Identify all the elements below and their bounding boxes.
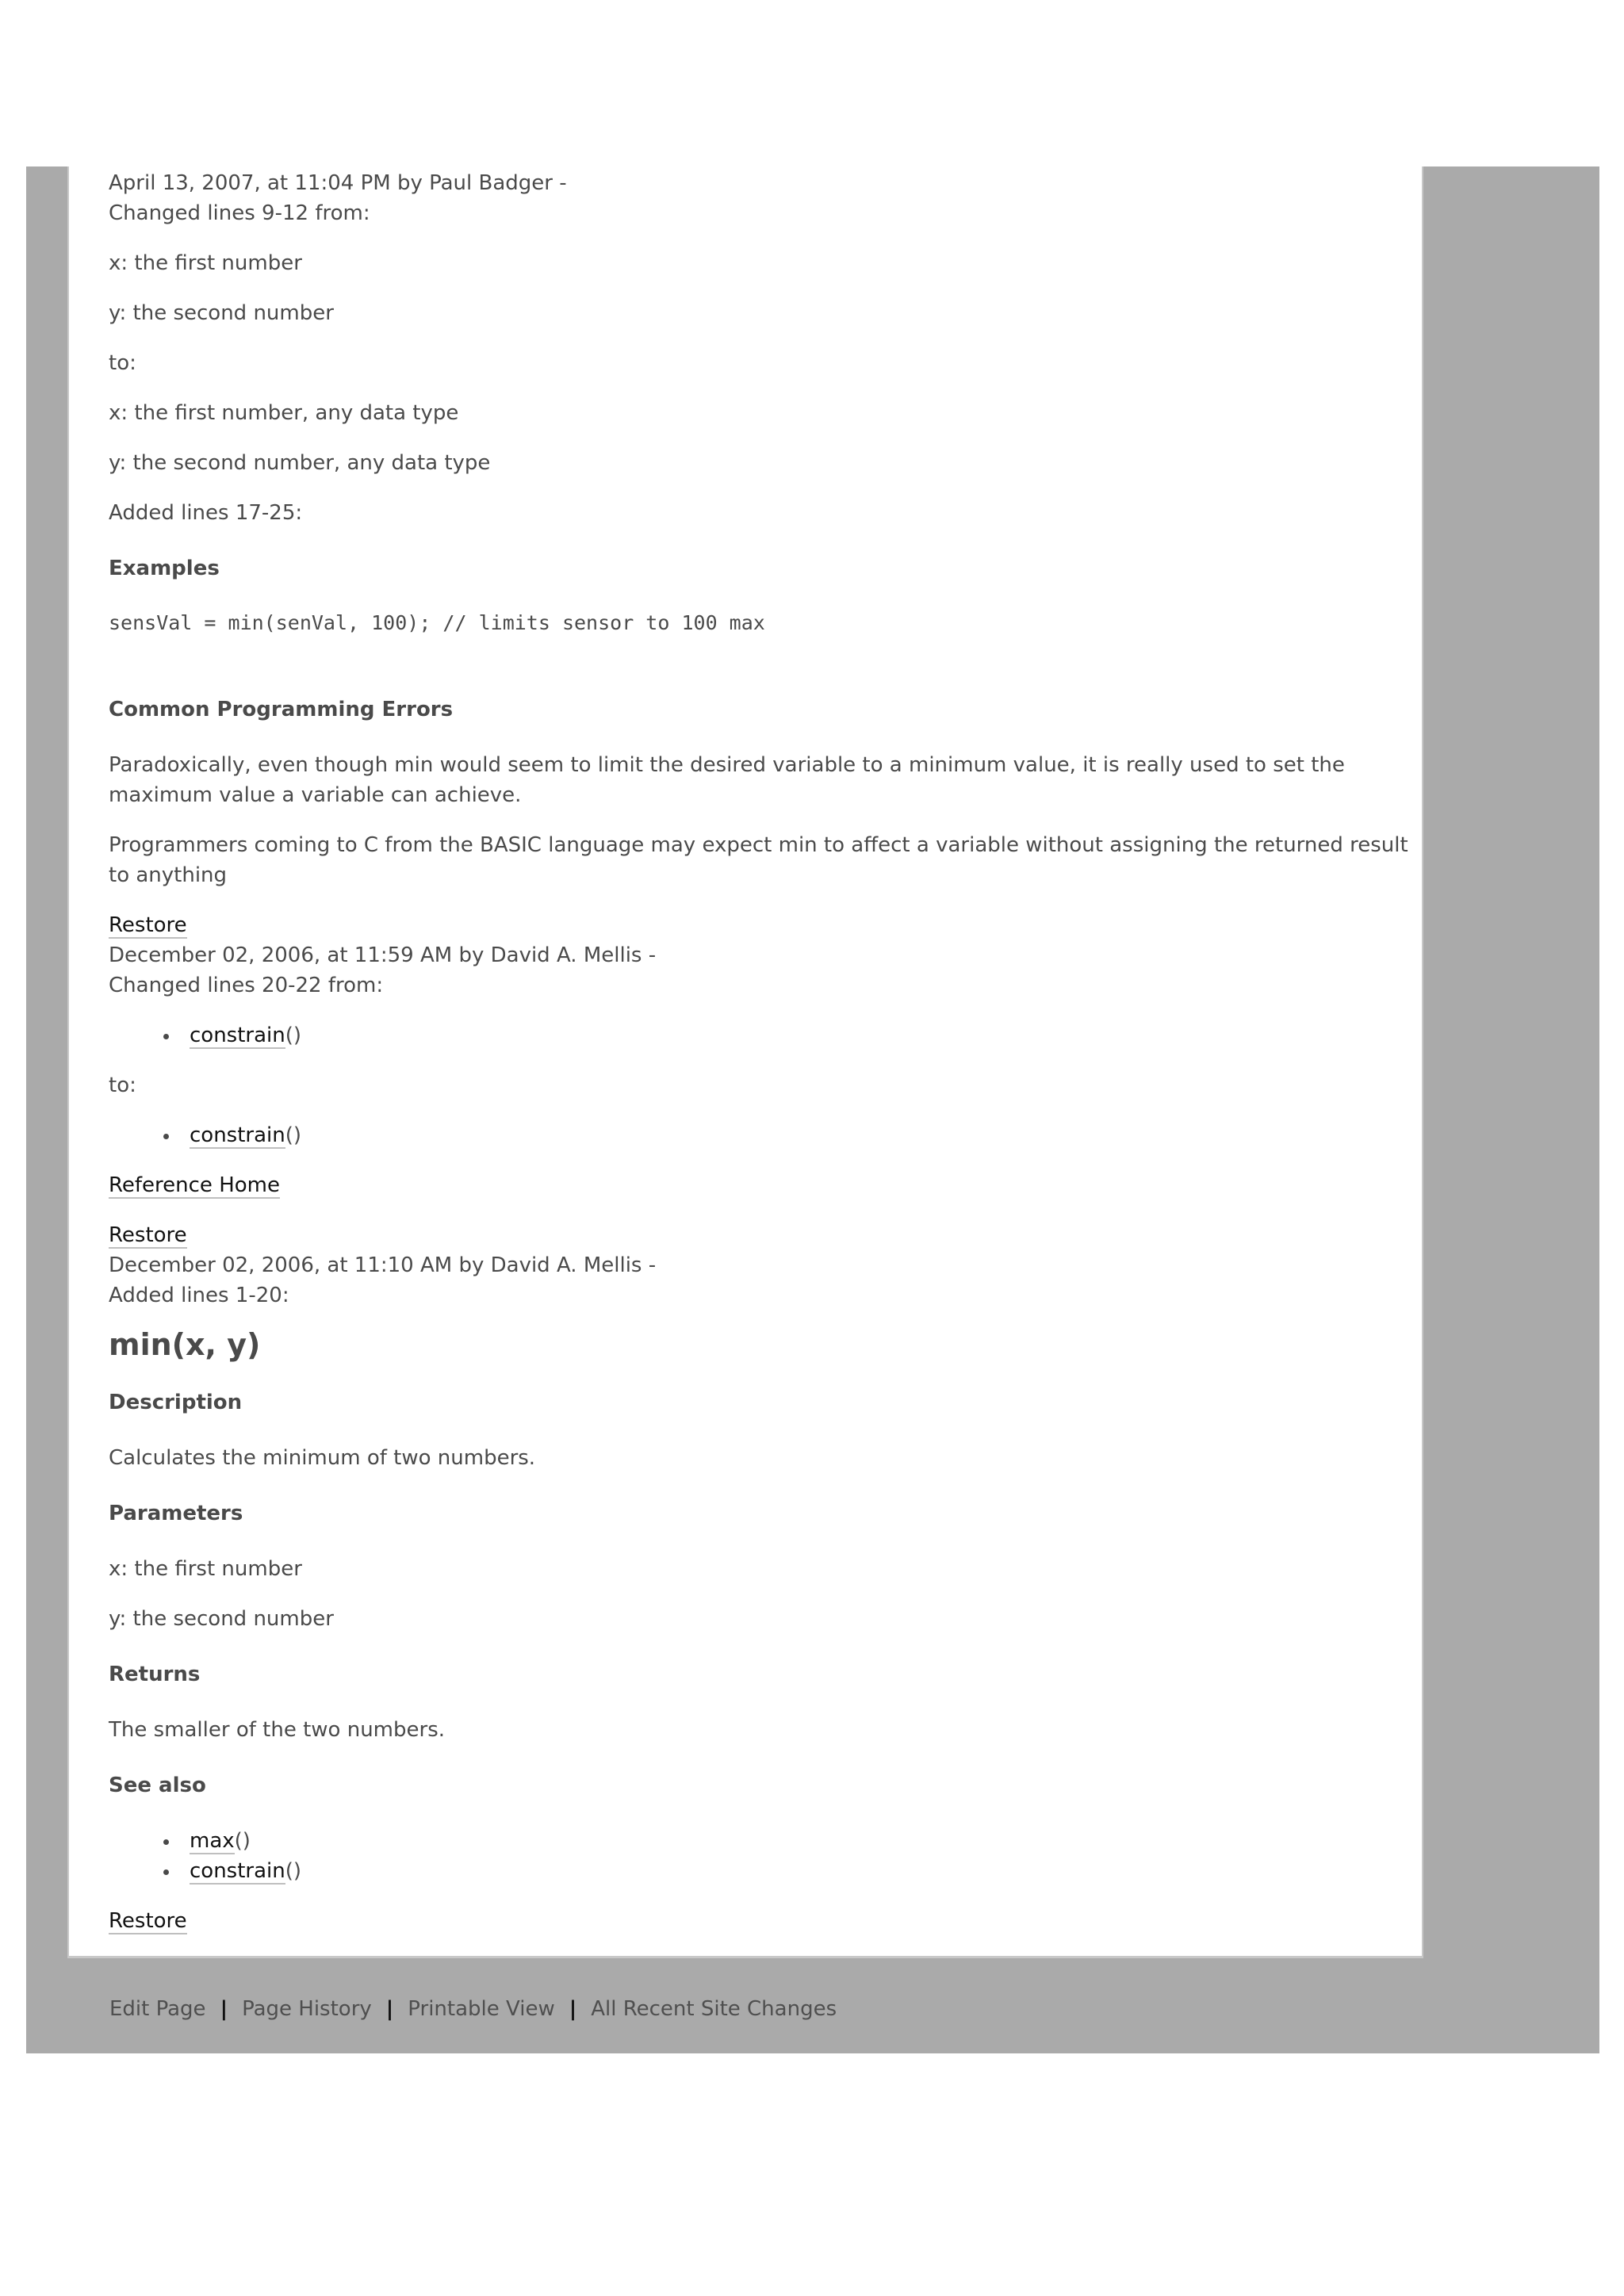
footer-separator: | bbox=[569, 1997, 577, 2021]
section-heading-see-also: See also bbox=[109, 1774, 206, 1797]
list-item bbox=[190, 1020, 301, 1050]
parens: () bbox=[285, 1123, 302, 1147]
reference-home-link[interactable]: Reference Home bbox=[109, 1173, 280, 1197]
paragraph: Paradoxically, even though min would seem to limit the desired variable to a minimum value, it is really used to set the maximum value a variable can achieve. bbox=[109, 753, 1345, 807]
restore-link-container bbox=[109, 910, 187, 940]
revision-meta: April 13, 2007, at 11:04 PM by Paul Badger - bbox=[109, 171, 567, 195]
constrain-link[interactable]: constrain bbox=[190, 1859, 285, 1883]
code-example: sensVal = min(senVal, 100); // limits sensor to 100 max bbox=[109, 611, 765, 634]
diff-line: y: the second number, any data type bbox=[109, 451, 491, 475]
change-summary: Added lines 17-25: bbox=[109, 501, 303, 525]
list-item bbox=[190, 1856, 301, 1886]
returns-text: The smaller of the two numbers. bbox=[109, 1718, 445, 1742]
recent-changes-link[interactable]: All Recent Site Changes bbox=[591, 1997, 837, 2021]
paragraph: Programmers coming to C from the BASIC language may expect min to affect a variable without assigning the returned result to anything bbox=[109, 833, 1408, 887]
content-panel bbox=[67, 166, 1423, 1958]
revision-meta: December 02, 2006, at 11:10 AM by David A. Mellis - bbox=[109, 1253, 657, 1277]
change-summary: Added lines 1-20: bbox=[109, 1284, 289, 1307]
edit-page-link[interactable]: Edit Page bbox=[109, 1997, 206, 2021]
restore-link-container bbox=[109, 1906, 187, 1936]
parameter-x: x: the first number bbox=[109, 1557, 302, 1581]
section-heading-parameters: Parameters bbox=[109, 1502, 243, 1525]
parameter-y: y: the second number bbox=[109, 1607, 334, 1631]
diff-to-label: to: bbox=[109, 351, 136, 375]
constrain-link[interactable]: constrain bbox=[190, 1024, 285, 1047]
parens: () bbox=[285, 1859, 302, 1883]
parens: () bbox=[234, 1829, 251, 1853]
section-heading-errors: Common Programming Errors bbox=[109, 698, 454, 721]
reference-home-container bbox=[109, 1170, 280, 1200]
constrain-link[interactable]: constrain bbox=[190, 1123, 285, 1147]
section-heading-description: Description bbox=[109, 1391, 243, 1414]
parens: () bbox=[285, 1024, 302, 1047]
change-summary: Changed lines 9-12 from: bbox=[109, 201, 370, 225]
page-history-link[interactable]: Page History bbox=[242, 1997, 372, 2021]
printable-view-link[interactable]: Printable View bbox=[408, 1997, 555, 2021]
max-link[interactable]: max bbox=[190, 1829, 235, 1853]
footer-links bbox=[109, 1994, 837, 2024]
footer-separator: | bbox=[385, 1997, 394, 2021]
section-heading-examples: Examples bbox=[109, 557, 220, 580]
revision-meta: December 02, 2006, at 11:59 AM by David A. Mellis - bbox=[109, 943, 657, 967]
restore-link-container bbox=[109, 1220, 187, 1250]
list-item bbox=[190, 1120, 301, 1150]
diff-line: x: the first number bbox=[109, 251, 302, 275]
diff-to-label: to: bbox=[109, 1073, 136, 1097]
restore-link[interactable]: Restore bbox=[109, 1909, 187, 1933]
change-summary: Changed lines 20-22 from: bbox=[109, 974, 384, 997]
restore-link[interactable]: Restore bbox=[109, 913, 187, 937]
page-frame bbox=[26, 166, 1599, 2053]
diff-line: x: the first number, any data type bbox=[109, 401, 459, 425]
footer-separator: | bbox=[220, 1997, 228, 2021]
list-item bbox=[190, 1826, 251, 1856]
restore-link[interactable]: Restore bbox=[109, 1223, 187, 1247]
section-heading-returns: Returns bbox=[109, 1663, 201, 1686]
function-title: min(x, y) bbox=[109, 1327, 261, 1362]
description-text: Calculates the minimum of two numbers. bbox=[109, 1446, 536, 1470]
diff-line: y: the second number bbox=[109, 301, 334, 325]
